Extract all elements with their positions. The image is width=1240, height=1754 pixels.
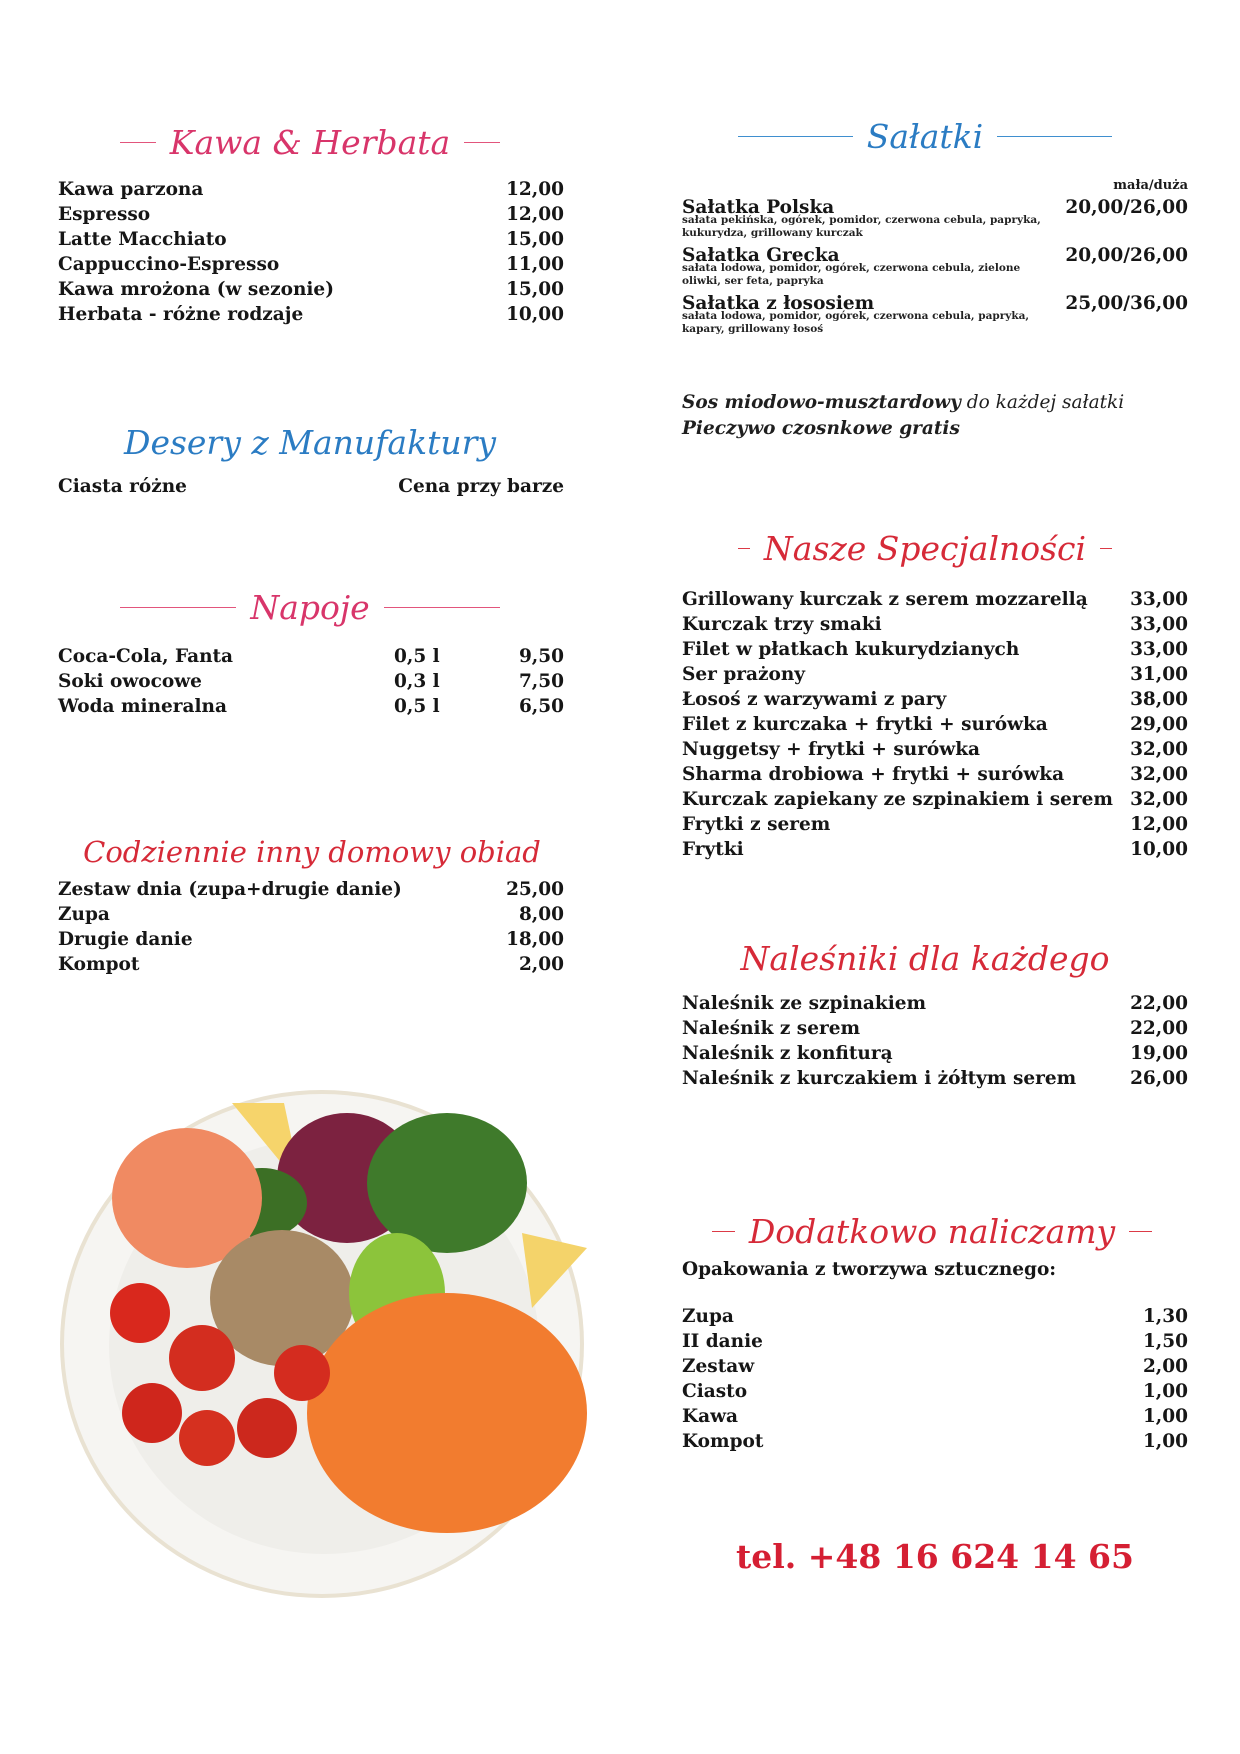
- sauce-note: [682, 392, 1124, 413]
- specjalnosci-heading: [738, 524, 1112, 572]
- list-item: [58, 302, 564, 327]
- divider-line: [120, 607, 236, 608]
- kawa-list: [58, 177, 564, 327]
- item-name: Zestaw: [682, 1356, 755, 1377]
- list-item: [58, 252, 564, 277]
- napoje-list: [58, 644, 564, 719]
- item-name: Cappuccino-Espresso: [58, 254, 280, 275]
- item-price: 31,00: [1130, 664, 1188, 685]
- list-item: [682, 1041, 1188, 1066]
- specjalnosci-list: [682, 587, 1188, 862]
- item-price: 25,00: [506, 879, 564, 900]
- item-name: Sałatka z łososiem: [682, 293, 875, 314]
- item-price: 2,00: [1142, 1356, 1188, 1377]
- salad-plate-image: [52, 1083, 592, 1605]
- item-name: Ciasta różne: [58, 476, 187, 497]
- list-item: [58, 277, 564, 302]
- section-title: Sałatki: [866, 116, 984, 156]
- item-name: Nuggetsy + frytki + surówka: [682, 739, 981, 760]
- item-price: 10,00: [506, 304, 564, 325]
- item-name: Soki owocowe: [58, 671, 202, 692]
- list-item: [682, 292, 1188, 336]
- section-title: Naleśniki dla każdego: [740, 938, 1110, 978]
- list-item: [682, 737, 1188, 762]
- item-price: 2,00: [518, 954, 564, 975]
- item-price: 11,00: [506, 254, 564, 275]
- item-price: 32,00: [1130, 739, 1188, 760]
- list-item: [682, 762, 1188, 787]
- list-item: [58, 952, 564, 977]
- note-plain: do każdej sałatki: [960, 392, 1125, 413]
- section-title: Desery z Manufaktury: [123, 422, 497, 462]
- desery-heading: [120, 418, 500, 466]
- size-label: mała/duża: [1113, 178, 1188, 193]
- list-item: [58, 902, 564, 927]
- item-price: 9,50: [518, 646, 564, 667]
- item-name: Kurczak trzy smaki: [682, 614, 882, 635]
- item-price: 18,00: [506, 929, 564, 950]
- list-item: [682, 1016, 1188, 1041]
- item-price: 12,00: [1130, 814, 1188, 835]
- divider-line: [1129, 1231, 1152, 1232]
- item-name: Naleśnik ze szpinakiem: [682, 993, 927, 1014]
- item-price: 6,50: [518, 696, 564, 717]
- item-name: Ciasto: [682, 1381, 748, 1402]
- item-price: 19,00: [1130, 1043, 1188, 1064]
- divider-line: [997, 136, 1112, 137]
- note-bold: Sos miodowo-musztardowy: [682, 392, 961, 413]
- item-price: 33,00: [1130, 589, 1188, 610]
- item-price: 25,00/36,00: [1065, 293, 1188, 314]
- item-description: sałata lodowa, pomidor, ogórek, czerwona cebula, zielone oliwki, ser feta, papryka: [682, 262, 1021, 287]
- list-item: [682, 1354, 1188, 1379]
- divider-line: [738, 548, 750, 549]
- item-name: Filet w płatkach kukurydzianych: [682, 639, 1020, 660]
- list-item: [682, 837, 1188, 862]
- divider-line: [1100, 548, 1112, 549]
- item-price: 26,00: [1130, 1068, 1188, 1089]
- section-title: Kawa & Herbata: [169, 122, 451, 162]
- list-item: [58, 669, 564, 694]
- list-item: [58, 474, 564, 499]
- list-item: [58, 177, 564, 202]
- divider-line: [464, 142, 500, 143]
- item-name: Herbata - różne rodzaje: [58, 304, 304, 325]
- list-item: [58, 694, 564, 719]
- list-item: [682, 612, 1188, 637]
- list-item: [682, 662, 1188, 687]
- item-price: 29,00: [1130, 714, 1188, 735]
- divider-line: [738, 136, 853, 137]
- list-item: [682, 244, 1188, 288]
- list-item: [682, 1304, 1188, 1329]
- list-item: [682, 687, 1188, 712]
- phone-number[interactable]: tel. +48 16 624 14 65: [736, 1537, 1134, 1576]
- item-name: Naleśnik z konfiturą: [682, 1043, 893, 1064]
- item-name: Ser prażony: [682, 664, 806, 685]
- list-item: [58, 644, 564, 669]
- item-price: 22,00: [1130, 993, 1188, 1014]
- napoje-heading: [120, 583, 500, 631]
- list-item: [682, 812, 1188, 837]
- salatki-list: [682, 178, 1188, 340]
- item-price: 32,00: [1130, 764, 1188, 785]
- item-name: Espresso: [58, 204, 151, 225]
- list-item: [58, 877, 564, 902]
- list-item: [682, 787, 1188, 812]
- item-price: 15,00: [506, 229, 564, 250]
- obiad-heading: [83, 828, 541, 876]
- item-name: Coca-Cola, Fanta: [58, 646, 234, 667]
- item-name: Łosoś z warzywami z pary: [682, 689, 947, 710]
- divider-line: [120, 142, 156, 143]
- item-price: 20,00/26,00: [1065, 197, 1188, 218]
- item-name: Kawa parzona: [58, 179, 204, 200]
- item-price: Cena przy barze: [398, 476, 564, 497]
- section-title: Nasze Specjalności: [763, 528, 1087, 568]
- item-name: Frytki: [682, 839, 744, 860]
- item-name: Sałatka Polska: [682, 197, 835, 218]
- item-name: II danie: [682, 1331, 763, 1352]
- kawa-heading: [120, 118, 500, 166]
- list-item: [58, 227, 564, 252]
- section-title: Dodatkowo naliczamy: [748, 1211, 1116, 1251]
- nalesniki-heading: [738, 934, 1112, 982]
- item-name: Kawa: [682, 1406, 738, 1427]
- item-price: 33,00: [1130, 639, 1188, 660]
- nalesniki-list: [682, 991, 1188, 1091]
- list-item: [58, 927, 564, 952]
- list-item: [682, 991, 1188, 1016]
- item-price: 1,00: [1142, 1431, 1188, 1452]
- item-name: Kurczak zapiekany ze szpinakiem i serem: [682, 789, 1113, 810]
- list-item: [58, 202, 564, 227]
- item-name: Drugie danie: [58, 929, 193, 950]
- item-price: 1,00: [1142, 1406, 1188, 1427]
- list-item: [682, 637, 1188, 662]
- divider-line: [712, 1231, 735, 1232]
- divider-line: [384, 607, 500, 608]
- packaging-label: Opakowania z tworzywa sztucznego:: [682, 1259, 1057, 1280]
- item-name: Filet z kurczaka + frytki + surówka: [682, 714, 1048, 735]
- dodatkowo-heading: [712, 1207, 1152, 1255]
- dodatkowo-list: [682, 1257, 1188, 1454]
- item-price: 8,00: [518, 904, 564, 925]
- item-price: 1,00: [1142, 1381, 1188, 1402]
- item-name: Zestaw dnia (zupa+drugie danie): [58, 879, 402, 900]
- item-price: 1,30: [1142, 1306, 1188, 1327]
- obiad-list: [58, 877, 564, 977]
- list-item: [682, 1379, 1188, 1404]
- item-price: 10,00: [1130, 839, 1188, 860]
- item-name: Sharma drobiowa + frytki + surówka: [682, 764, 1065, 785]
- section-title: Napoje: [250, 587, 370, 627]
- list-item: [682, 1404, 1188, 1429]
- item-quantity: 0,3 l: [394, 671, 440, 692]
- subtitle: [682, 1257, 1188, 1304]
- item-name: Sałatka Grecka: [682, 245, 840, 266]
- item-price: 32,00: [1130, 789, 1188, 810]
- item-quantity: 0,5 l: [394, 646, 440, 667]
- list-item: [682, 712, 1188, 737]
- list-item: [682, 1329, 1188, 1354]
- item-price: 12,00: [506, 179, 564, 200]
- item-price: 38,00: [1130, 689, 1188, 710]
- item-name: Zupa: [682, 1306, 734, 1327]
- item-name: Naleśnik z serem: [682, 1018, 861, 1039]
- item-price: 15,00: [506, 279, 564, 300]
- item-description: sałata lodowa, pomidor, ogórek, czerwona cebula, papryka, kapary, grillowany łosoś: [682, 310, 1030, 335]
- item-name: Frytki z serem: [682, 814, 831, 835]
- salatki-heading: [738, 112, 1112, 160]
- item-name: Naleśnik z kurczakiem i żółtym serem: [682, 1068, 1077, 1089]
- item-price: 7,50: [518, 671, 564, 692]
- item-price: 20,00/26,00: [1065, 245, 1188, 266]
- item-quantity: 0,5 l: [394, 696, 440, 717]
- item-price: 12,00: [506, 204, 564, 225]
- list-item: [682, 587, 1188, 612]
- list-item: [682, 1066, 1188, 1091]
- section-title: Codziennie inny domowy obiad: [83, 834, 541, 869]
- item-name: Woda mineralna: [58, 696, 227, 717]
- item-name: Zupa: [58, 904, 110, 925]
- list-item: [682, 1429, 1188, 1454]
- item-price: 33,00: [1130, 614, 1188, 635]
- desery-list: [58, 474, 564, 499]
- item-name: Latte Macchiato: [58, 229, 227, 250]
- list-item: [682, 196, 1188, 240]
- item-name: Kompot: [682, 1431, 764, 1452]
- item-description: sałata pekińska, ogórek, pomidor, czerwona cebula, papryka, kukurydza, grillowany kurczak: [682, 214, 1041, 239]
- item-price: 22,00: [1130, 1018, 1188, 1039]
- item-name: Kawa mrożona (w sezonie): [58, 279, 334, 300]
- item-name: Kompot: [58, 954, 140, 975]
- bread-note: Pieczywo czosnkowe gratis: [682, 418, 960, 439]
- item-name: Grillowany kurczak z serem mozzarellą: [682, 589, 1088, 610]
- item-price: 1,50: [1142, 1331, 1188, 1352]
